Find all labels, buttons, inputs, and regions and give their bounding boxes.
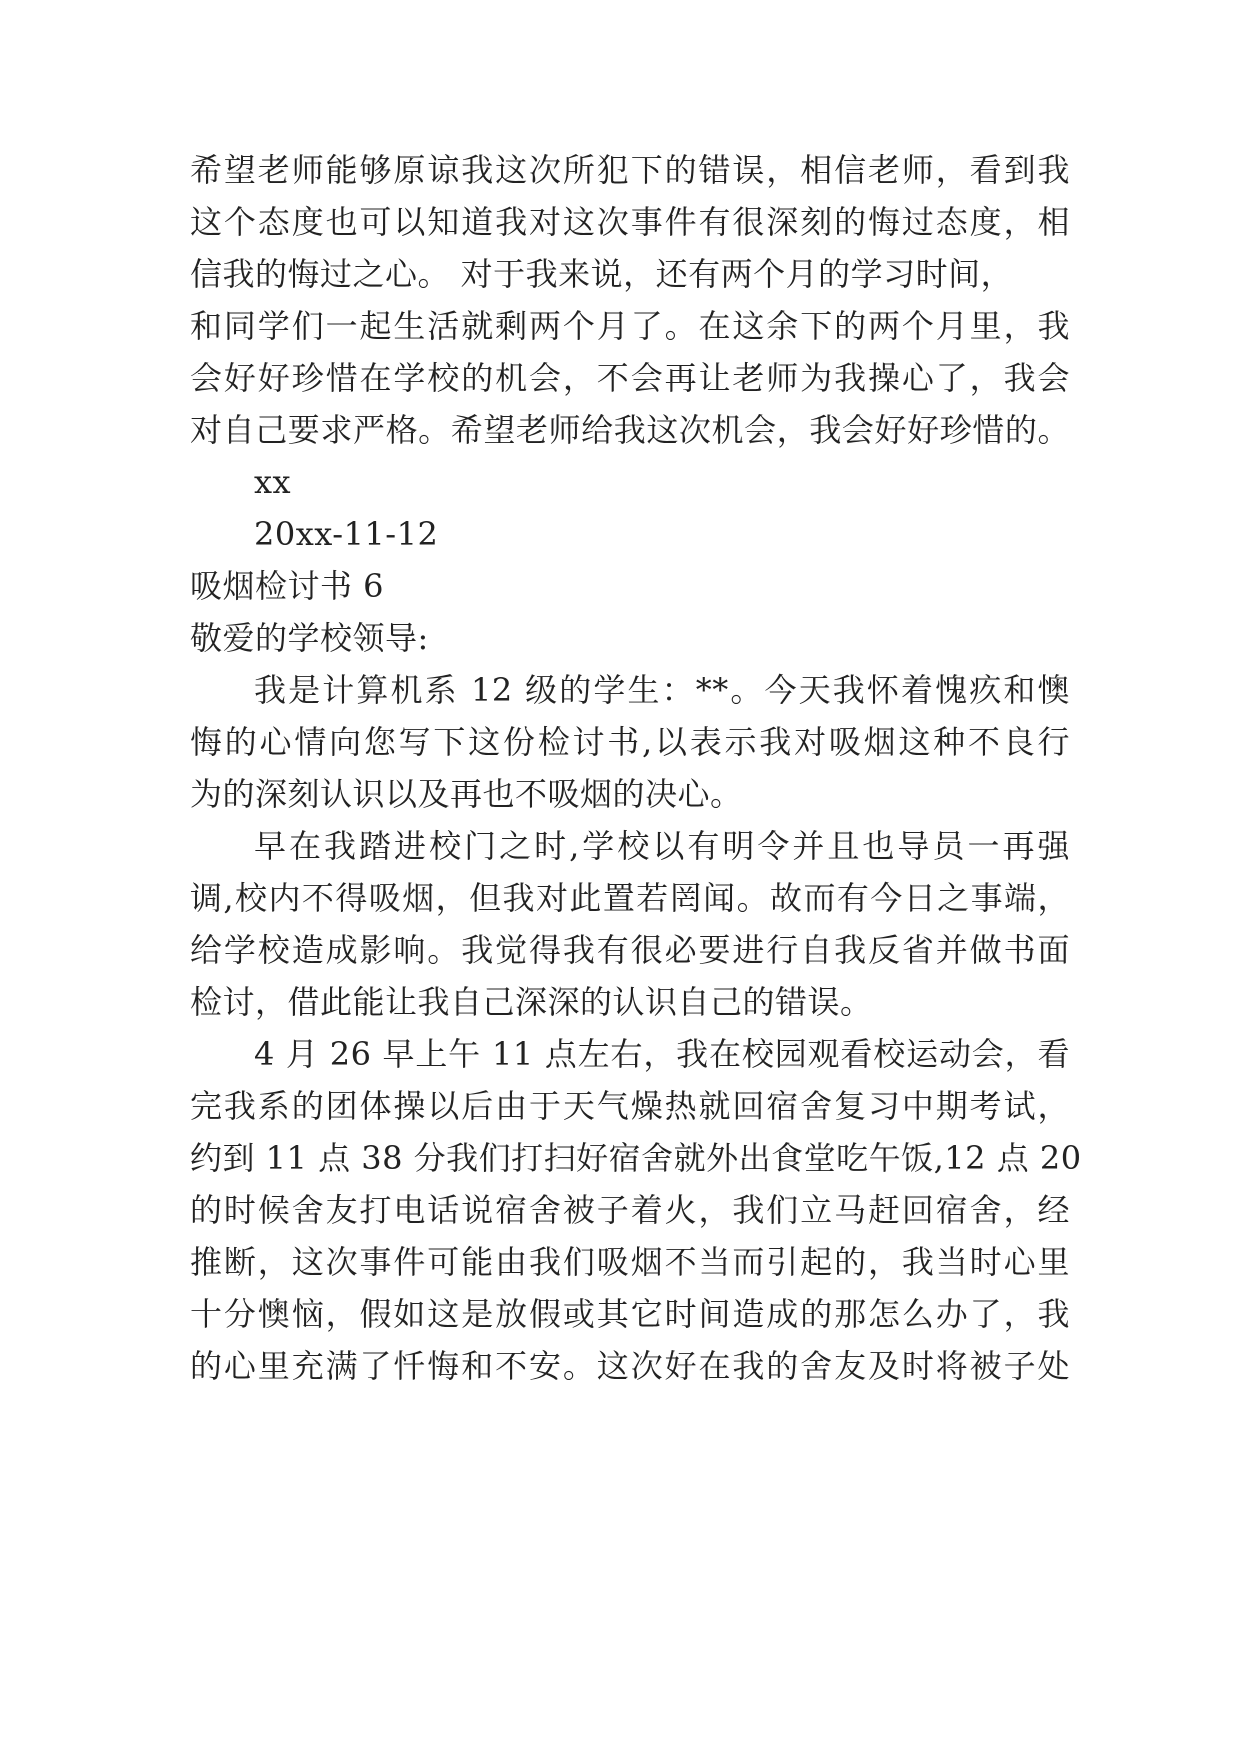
text-line: 给学校造成影响。我觉得我有很必要进行自我反省并做书面 [190, 931, 1070, 969]
text-line: 4 月 26 早上午 11 点左右，我在校园观看校运动会，看 [254, 1035, 1070, 1073]
text-line: 这个态度也可以知道我对这次事件有很深刻的悔过态度，相 [190, 203, 1070, 241]
text-line: 悔的心情向您写下这份检讨书,以表示我对吸烟这种不良行 [190, 723, 1070, 761]
text-line: 的时候舍友打电话说宿舍被子着火，我们立马赶回宿舍，经 [190, 1191, 1070, 1229]
text-line: 我是计算机系 12 级的学生：**。今天我怀着愧疚和懊 [254, 671, 1070, 709]
text-line: 信我的悔过之心。 对于我来说，还有两个月的学习时间， [190, 255, 1014, 293]
text-line: 早在我踏进校门之时,学校以有明令并且也导员一再强 [254, 827, 1070, 865]
salutation: 敬爱的学校领导: [190, 619, 429, 657]
section-title: 吸烟检讨书 6 [190, 567, 385, 605]
signature-name: xx [254, 463, 292, 501]
text-line: 希望老师能够原谅我这次所犯下的错误，相信老师，看到我 [190, 151, 1070, 189]
text-line: 推断，这次事件可能由我们吸烟不当而引起的，我当时心里 [190, 1243, 1070, 1281]
text-line: 的心里充满了忏悔和不安。这次好在我的舍友及时将被子处 [190, 1347, 1070, 1385]
text-line: 为的深刻认识以及再也不吸烟的决心。 [190, 775, 743, 813]
text-line: 调,校内不得吸烟，但我对此置若罔闻。故而有今日之事端， [190, 879, 1070, 917]
text-line: 和同学们一起生活就剩两个月了。在这余下的两个月里，我 [190, 307, 1070, 345]
text-line: 会好好珍惜在学校的机会，不会再让老师为我操心了，我会 [190, 359, 1070, 397]
text-line: 检讨，借此能让我自己深深的认识自己的错误。 [190, 983, 873, 1021]
text-line: 约到 11 点 38 分我们打扫好宿舍就外出食堂吃午饭,12 点 20 [190, 1139, 1082, 1177]
text-line: 十分懊恼，假如这是放假或其它时间造成的那怎么办了，我 [190, 1295, 1070, 1333]
signature-date: 20xx-11-12 [254, 515, 439, 553]
text-line: 完我系的团体操以后由于天气燥热就回宿舍复习中期考试， [190, 1087, 1070, 1125]
text-line: 对自己要求严格。希望老师给我这次机会，我会好好珍惜的。 [190, 411, 1070, 449]
